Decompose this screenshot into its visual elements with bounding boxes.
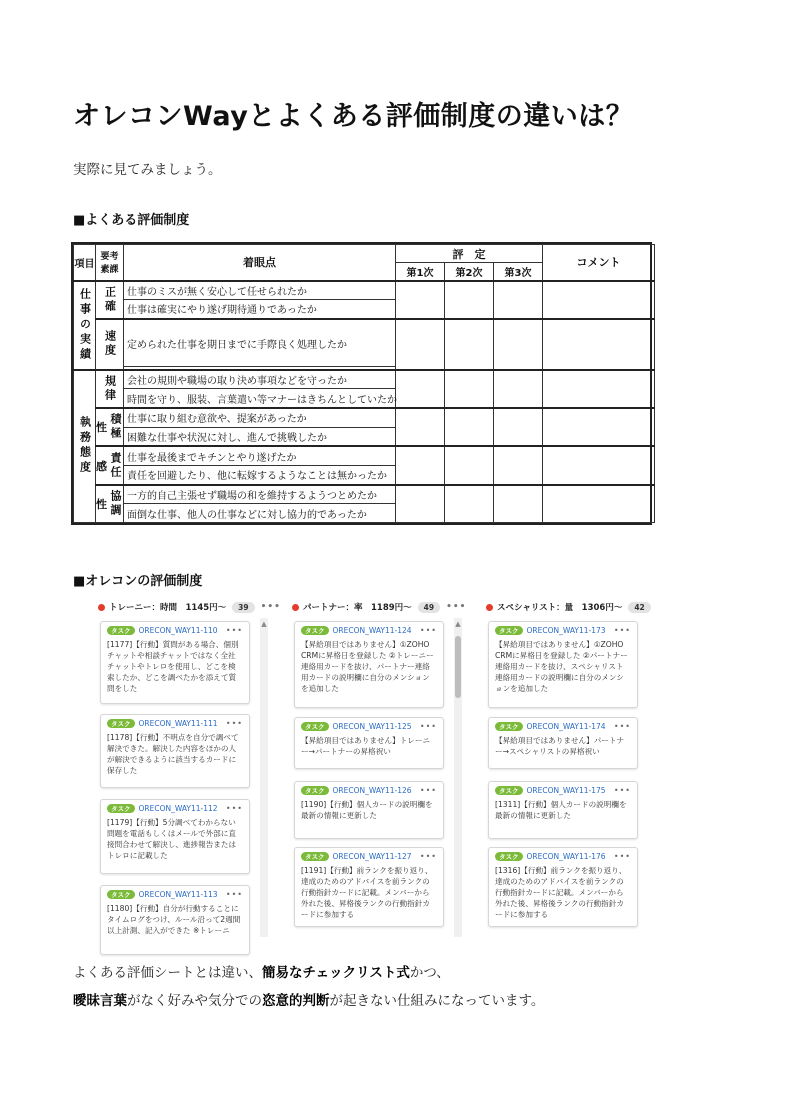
column-scrollbar[interactable] — [454, 618, 462, 937]
intro-text: 実際に見てみましょう。 — [73, 162, 222, 178]
column-header — [482, 596, 658, 618]
card-count-badge: 42 — [628, 602, 650, 613]
element-responsibility-a: 感 — [96, 459, 107, 473]
conclusion-text: がなく好みや気分での — [127, 993, 262, 1009]
card-count-badge: 39 — [232, 602, 254, 613]
conclusion-emphasis: 曖昧言葉 — [73, 993, 127, 1009]
point-9: 仕事を最後までキチンとやり遂げたか — [124, 446, 396, 465]
task-card[interactable] — [294, 781, 444, 839]
section-heading-common: ■よくある評価制度 — [73, 213, 190, 228]
card-id[interactable]: ORECON_WAY11-174 — [526, 722, 606, 731]
card-text: [1190]【行動】個人カードの説明欄を最新の情報に更新した — [301, 800, 433, 820]
task-card[interactable] — [488, 717, 638, 769]
card-id[interactable]: ORECON_WAY11-124 — [332, 626, 412, 635]
element-accuracy: 正確 — [96, 281, 124, 319]
column-header — [94, 596, 281, 618]
header-point: 着眼点 — [124, 245, 396, 281]
column-title: パートナー：率 1189円～ — [303, 603, 412, 613]
card-menu-icon[interactable]: ••• — [419, 852, 437, 861]
column-menu-icon[interactable]: ••• — [446, 602, 467, 612]
card-text: 【昇給項目ではありません】パートナー→スペシャリストの昇格祝い — [495, 736, 625, 756]
card-menu-icon[interactable]: ••• — [419, 786, 437, 795]
task-tag: タスク — [301, 626, 329, 635]
element-speed: 速度 — [96, 319, 124, 370]
conclusion-line-1 — [73, 961, 450, 981]
section-heading-orecon: ■オレコンの評価制度 — [73, 574, 203, 589]
element-cooperation-a: 性 — [96, 497, 107, 511]
card-menu-icon[interactable]: ••• — [613, 626, 631, 635]
card-id[interactable]: ORECON_WAY11-111 — [138, 719, 218, 728]
card-count-badge: 49 — [418, 602, 440, 613]
header-r3: 第3次 — [494, 263, 543, 281]
card-id[interactable]: ORECON_WAY11-127 — [332, 852, 412, 861]
element-discipline: 規律 — [96, 370, 124, 408]
conclusion-text: かつ、 — [409, 965, 450, 981]
card-menu-icon[interactable]: ••• — [613, 786, 631, 795]
status-dot-icon — [98, 604, 105, 611]
header-r1: 第1次 — [396, 263, 445, 281]
card-text: 【昇給項目ではありません】①ZOHO CRMに昇格日を登録した ②パートナー連絡用カードを抜け、スペシャリスト連絡用カードの説明欄に自分のメンションを追加した — [495, 640, 628, 693]
point-5: 会社の規則や職場の取り決め事項などを守ったか — [124, 370, 396, 389]
page-title: オレコンWayとよくある評価制度の違いは？ — [73, 101, 634, 132]
task-card[interactable] — [294, 847, 444, 927]
card-id[interactable]: ORECON_WAY11-110 — [138, 626, 218, 635]
card-menu-icon[interactable]: ••• — [225, 804, 243, 813]
category-performance: 仕事の実績 — [74, 281, 96, 370]
card-text: [1180]【行動】自分が行動することにタイムログをつけ、ルール沿って2週間以上計測、記入ができた ※トレーニ — [107, 904, 241, 935]
scrollbar-thumb[interactable] — [455, 636, 461, 698]
header-item: 項目 — [74, 245, 96, 281]
card-menu-icon[interactable]: ••• — [225, 890, 243, 899]
card-menu-icon[interactable]: ••• — [419, 626, 437, 635]
point-10: 責任を回避したり、他に転嫁するようなことは無かったか — [124, 466, 396, 485]
conclusion-text: が起きない仕組みになっています。 — [329, 993, 545, 1009]
column-partner — [288, 596, 467, 937]
card-id[interactable]: ORECON_WAY11-176 — [526, 852, 606, 861]
task-card[interactable] — [100, 714, 250, 788]
task-tag: タスク — [495, 626, 523, 635]
element-responsibility — [96, 446, 124, 484]
header-element: 要考素課 — [96, 245, 124, 281]
card-text: [1316]【行動】前ランクを振り返り、達成のためのアドバイスを前ランクの行動指針カードに記載。メンバーから外れた後、昇格後ランクの行動指針カードに参加する — [495, 866, 627, 919]
element-cooperation-b: 協調 — [109, 489, 122, 518]
header-r2: 第2次 — [445, 263, 494, 281]
card-menu-icon[interactable]: ••• — [225, 719, 243, 728]
element-positivity-a: 性 — [96, 421, 107, 435]
card-menu-icon[interactable]: ••• — [225, 626, 243, 635]
conclusion-emphasis: 簡易なチェックリスト式 — [262, 965, 410, 981]
task-card[interactable] — [488, 847, 638, 927]
scroll-up-icon[interactable]: ▲ — [261, 620, 267, 628]
column-header — [288, 596, 467, 618]
card-text: [1179]【行動】5分調べてわからない問題を電話もしくはメールで外部に直接問合わせて解決し、進捗報告またはトレロに記載した — [107, 818, 237, 860]
card-text: [1178]【行動】不明点を自分で調べて解決できた。解決した内容をほかの人が解決できるように該当するカードに保存した — [107, 733, 239, 775]
card-text: 【昇給項目ではありません】トレーニー→パートナーの昇格祝い — [301, 736, 431, 756]
column-title: スペシャリスト：量 1306円～ — [497, 603, 623, 613]
card-text: [1177]【行動】質問がある場合、個別チャットや相談チャットではなく全社チャットやトレロを使用し、どこを検索したか、どこを調べたかを添えて質問をした — [107, 640, 239, 693]
column-title: トレーニー：時間 1145円～ — [109, 603, 227, 613]
card-id[interactable]: ORECON_WAY11-112 — [138, 804, 218, 813]
scroll-up-icon[interactable]: ▲ — [455, 620, 461, 628]
card-id[interactable]: ORECON_WAY11-113 — [138, 890, 218, 899]
point-8: 困難な仕事や状況に対し、進んで挑戦したか — [124, 427, 396, 446]
task-tag: タスク — [495, 722, 523, 731]
point-6: 時間を守り、服装、言葉遣い等マナーはきちんとしていたか — [124, 389, 396, 408]
card-text: 【昇給項目ではありません】①ZOHO CRMに昇格日を登録した ②トレーニー連絡用カードを抜け、パートナー連絡用カードの説明欄に自分のメンションを追加した — [301, 640, 434, 693]
point-11: 一方的自己主張せず職場の和を維持するようつとめたか — [124, 485, 396, 504]
column-specialist — [482, 596, 658, 937]
task-tag: タスク — [107, 804, 135, 813]
task-tag: タスク — [495, 786, 523, 795]
task-card[interactable] — [294, 621, 444, 708]
category-attitude: 執務態度 — [74, 370, 96, 523]
point-3: 定められた仕事を期日までに手際良く処理したか — [124, 319, 396, 367]
task-card[interactable] — [488, 621, 638, 708]
evaluation-sheet — [71, 242, 652, 525]
conclusion-text: よくある評価シートとは違い、 — [73, 965, 262, 981]
task-tag: タスク — [107, 719, 135, 728]
card-id[interactable]: ORECON_WAY11-175 — [526, 786, 606, 795]
status-dot-icon — [292, 604, 299, 611]
element-responsibility-b: 責任 — [109, 451, 122, 480]
point-2: 仕事は確実にやり遂げ期待通りであったか — [124, 300, 396, 319]
element-cooperation — [96, 485, 124, 523]
header-rating: 評 定 — [396, 245, 543, 263]
card-id[interactable]: ORECON_WAY11-125 — [332, 722, 412, 731]
card-id[interactable]: ORECON_WAY11-173 — [526, 626, 606, 635]
task-tag: タスク — [301, 852, 329, 861]
task-card[interactable] — [100, 799, 250, 874]
column-trainee — [94, 596, 281, 937]
card-id[interactable]: ORECON_WAY11-126 — [332, 786, 412, 795]
task-tag: タスク — [107, 626, 135, 635]
task-tag: タスク — [107, 890, 135, 899]
task-card[interactable] — [100, 621, 250, 704]
task-card[interactable] — [100, 885, 250, 955]
card-text: [1311]【行動】個人カードの説明欄を最新の情報に更新した — [495, 800, 627, 820]
status-dot-icon — [486, 604, 493, 611]
element-positivity-b: 積極 — [109, 413, 122, 442]
task-card[interactable] — [294, 717, 444, 769]
task-card[interactable] — [488, 781, 638, 839]
column-scrollbar[interactable] — [260, 618, 268, 937]
column-menu-icon[interactable]: ••• — [260, 602, 281, 612]
card-text: [1191]【行動】前ランクを振り返り、達成のためのアドバイスを前ランクの行動指針カードに記載。メンバーから外れた後、昇格後ランクの行動指針カードに参加する — [301, 866, 433, 919]
card-menu-icon[interactable]: ••• — [613, 722, 631, 731]
task-tag: タスク — [301, 786, 329, 795]
point-12: 面倒な仕事、他人の仕事などに対し協力的であったか — [124, 504, 396, 523]
task-tag: タスク — [301, 722, 329, 731]
conclusion-emphasis: 恣意的判断 — [262, 993, 330, 1009]
task-tag: タスク — [495, 852, 523, 861]
card-menu-icon[interactable]: ••• — [419, 722, 437, 731]
conclusion-line-2 — [73, 989, 544, 1009]
card-menu-icon[interactable]: ••• — [613, 852, 631, 861]
kanban-board — [94, 596, 645, 937]
point-1: 仕事のミスが無く安心して任せられたか — [124, 281, 396, 300]
element-positivity — [96, 408, 124, 446]
point-7: 仕事に取り組む意欲や、提案があったか — [124, 408, 396, 427]
header-comment: コメント — [543, 245, 655, 281]
